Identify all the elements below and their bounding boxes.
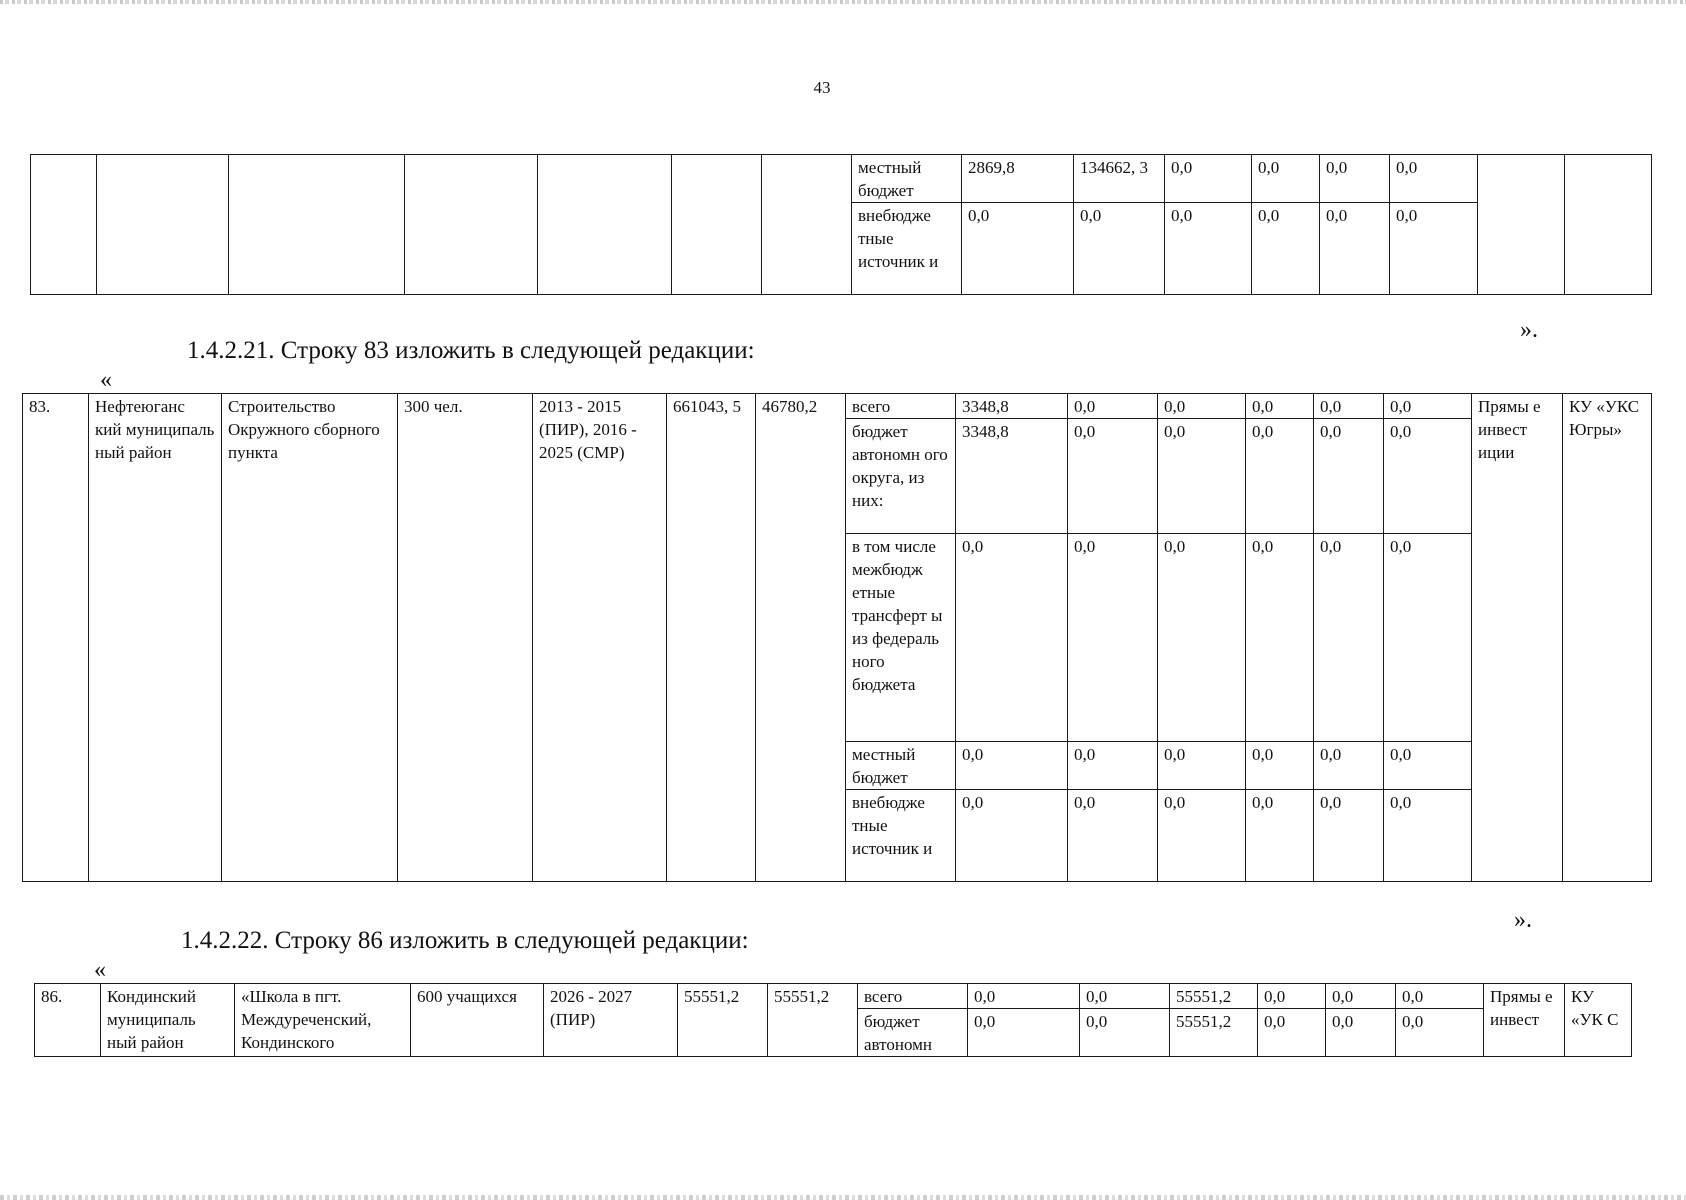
value-cell: 0,0 — [1246, 534, 1314, 742]
source-cell: бюджет автономн — [858, 1009, 968, 1057]
value-cell: 0,0 — [1384, 419, 1472, 534]
value-cell: 0,0 — [1080, 984, 1170, 1009]
scan-edge-bottom — [0, 1195, 1686, 1200]
source-cell: местный бюджет — [846, 742, 956, 790]
value-cell: 0,0 — [1068, 742, 1158, 790]
empty-cell — [1478, 155, 1565, 295]
section-22-heading: 1.4.2.22. Строку 86 изложить в следующей редакции: — [181, 927, 749, 954]
value-cell: 0,0 — [1252, 155, 1320, 203]
value-cell: 0,0 — [956, 790, 1068, 882]
value-cell: 0,0 — [1068, 394, 1158, 419]
scan-edge-top — [0, 0, 1686, 4]
value-cell: 0,0 — [1384, 394, 1472, 419]
value-cell: 0,0 — [956, 534, 1068, 742]
value-cell: 0,0 — [1258, 1009, 1326, 1057]
source-cell: внебюдже тные источник и — [852, 203, 962, 295]
source-cell: бюджет автономн ого округа, из них: — [846, 419, 956, 534]
section-21-heading: 1.4.2.21. Строку 83 изложить в следующей редакции: — [187, 337, 755, 364]
value-cell: 0,0 — [1314, 742, 1384, 790]
table-row — [35, 984, 1632, 1009]
value-cell: 0,0 — [1246, 742, 1314, 790]
mechanism-cell: Прямы е инвест — [1484, 984, 1565, 1057]
continuation-table — [30, 154, 1652, 295]
value-cell: 0,0 — [968, 984, 1080, 1009]
value-cell: 0,0 — [956, 742, 1068, 790]
period-cell: 2013 - 2015 (ПИР), 2016 - 2025 (СМР) — [533, 394, 667, 882]
value-cell: 0,0 — [1384, 534, 1472, 742]
value-cell: 55551,2 — [1170, 984, 1258, 1009]
value-cell: 0,0 — [1326, 1009, 1396, 1057]
quote-open: « — [100, 367, 112, 393]
empty-cell — [538, 155, 672, 295]
value-cell: 0,0 — [1246, 790, 1314, 882]
cost-cell: 55551,2 — [678, 984, 768, 1057]
quote-close: ». — [1520, 317, 1538, 343]
value-cell: 0,0 — [1390, 155, 1478, 203]
source-cell: местный бюджет — [852, 155, 962, 203]
value-cell: 0,0 — [1384, 790, 1472, 882]
source-cell: всего — [858, 984, 968, 1009]
empty-cell — [405, 155, 538, 295]
municipality-cell: Нефтеюганс кий муниципаль ный район — [89, 394, 222, 882]
row-number: 83. — [23, 394, 89, 882]
cost-cell: 661043, 5 — [667, 394, 756, 882]
source-cell: в том числе межбюдж етные трансферт ы из федераль ного бюджета — [846, 534, 956, 742]
value-cell: 0,0 — [1384, 742, 1472, 790]
value-cell: 55551,2 — [1170, 1009, 1258, 1057]
customer-cell: КУ «УК С — [1565, 984, 1632, 1057]
row-number: 86. — [35, 984, 101, 1057]
quote-open: « — [94, 957, 106, 983]
capacity-cell: 600 учащихся — [411, 984, 544, 1057]
value-cell: 0,0 — [1314, 790, 1384, 882]
object-cell: Строительство Окружного сборного пункта — [222, 394, 398, 882]
value-cell: 0,0 — [1320, 155, 1390, 203]
value-cell: 0,0 — [1158, 419, 1246, 534]
value-cell: 0,0 — [1246, 394, 1314, 419]
mechanism-cell: Прямы е инвест иции — [1472, 394, 1563, 882]
value-cell: 0,0 — [1326, 984, 1396, 1009]
value-cell: 0,0 — [1074, 203, 1165, 295]
row-83-table — [22, 393, 1652, 882]
source-cell: внебюдже тные источник и — [846, 790, 956, 882]
value-cell: 0,0 — [1080, 1009, 1170, 1057]
value-cell: 0,0 — [1158, 790, 1246, 882]
value-cell: 3348,8 — [956, 419, 1068, 534]
value-cell: 0,0 — [1165, 203, 1252, 295]
value-cell: 0,0 — [1314, 534, 1384, 742]
value-cell: 0,0 — [1068, 419, 1158, 534]
value-cell: 2869,8 — [962, 155, 1074, 203]
value-cell: 3348,8 — [956, 394, 1068, 419]
customer-cell: КУ «УКС Югры» — [1563, 394, 1652, 882]
empty-cell — [31, 155, 97, 295]
value-cell: 0,0 — [1252, 203, 1320, 295]
empty-cell — [97, 155, 229, 295]
value-cell: 0,0 — [1158, 742, 1246, 790]
value-cell: 0,0 — [1314, 394, 1384, 419]
row-86-table — [34, 983, 1632, 1057]
value-cell: 0,0 — [1165, 155, 1252, 203]
value-cell: 0,0 — [1158, 394, 1246, 419]
value-cell: 0,0 — [968, 1009, 1080, 1057]
empty-cell — [762, 155, 852, 295]
page-number: 43 — [813, 78, 831, 97]
value-cell: 0,0 — [1320, 203, 1390, 295]
source-cell: всего — [846, 394, 956, 419]
remaining-cell: 46780,2 — [756, 394, 846, 882]
quote-close: ». — [1514, 907, 1532, 933]
value-cell: 0,0 — [1390, 203, 1478, 295]
empty-cell — [1565, 155, 1652, 295]
value-cell: 134662, 3 — [1074, 155, 1165, 203]
value-cell: 0,0 — [962, 203, 1074, 295]
empty-cell — [672, 155, 762, 295]
remaining-cell: 55551,2 — [768, 984, 858, 1057]
period-cell: 2026 - 2027 (ПИР) — [544, 984, 678, 1057]
value-cell: 0,0 — [1258, 984, 1326, 1009]
value-cell: 0,0 — [1396, 1009, 1484, 1057]
value-cell: 0,0 — [1246, 419, 1314, 534]
value-cell: 0,0 — [1396, 984, 1484, 1009]
table-row — [23, 394, 1652, 419]
empty-cell — [229, 155, 405, 295]
value-cell: 0,0 — [1314, 419, 1384, 534]
table-row — [31, 155, 1652, 203]
value-cell: 0,0 — [1158, 534, 1246, 742]
municipality-cell: Кондинский муниципаль ный район — [101, 984, 235, 1057]
object-cell: «Школа в пгт. Междуреченский, Кондинского — [235, 984, 411, 1057]
value-cell: 0,0 — [1068, 534, 1158, 742]
capacity-cell: 300 чел. — [398, 394, 533, 882]
value-cell: 0,0 — [1068, 790, 1158, 882]
